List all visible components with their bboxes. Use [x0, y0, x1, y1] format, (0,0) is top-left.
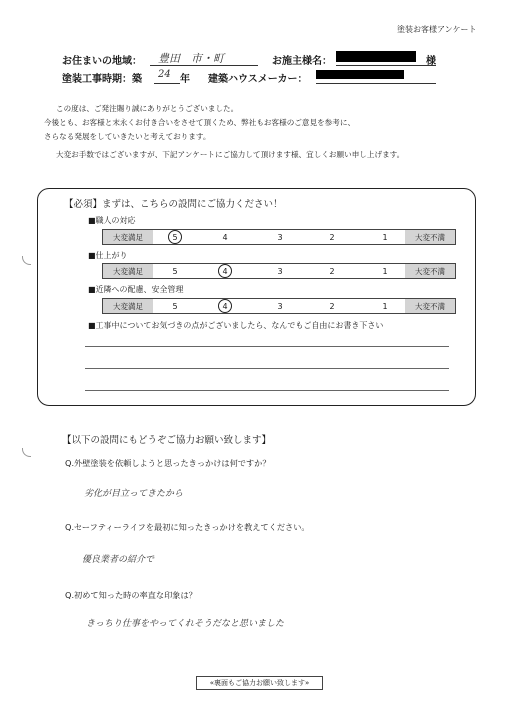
rating-option-2[interactable]: 2 [329, 266, 335, 276]
rating-option-1[interactable]: 1 [382, 266, 388, 276]
binding-mark [22, 256, 31, 265]
question-1: Q.外壁塗装を依頼しようと思ったきっかけは何ですか？ [65, 458, 271, 468]
rating-scale-3[interactable] [102, 298, 456, 314]
answer-2[interactable]: 優良業者の紹介で [82, 555, 155, 565]
comment-line[interactable] [85, 346, 449, 347]
rating-option-5[interactable]: 5 [172, 301, 178, 311]
footer-note: «裏面もご協力お願い致します» [196, 676, 323, 690]
age-unit: 年 [180, 74, 190, 85]
age-label: 塗装工事時期：築 [62, 74, 142, 85]
rating-option-3[interactable]: 3 [277, 266, 283, 276]
intro-line-3: さらなる発展をしていきたいと考えております。 [44, 132, 211, 141]
rating-option-1[interactable]: 1 [382, 301, 388, 311]
scale-left-label: 大変満足 [103, 230, 153, 244]
question-3: Q.初めて知った時の率直な印象は？ [65, 590, 197, 600]
survey-tag: 塗装お客様アンケート [397, 25, 477, 34]
extra-section-title: 【以下の設問にもどうぞご協力お願い致します】 [62, 435, 272, 446]
scale-right-label: 大変不満 [405, 264, 455, 278]
rating-option-3[interactable]: 3 [277, 301, 283, 311]
rating-question-label: ■近隣への配慮、安全管理 [88, 285, 184, 294]
area-field[interactable] [150, 52, 258, 66]
intro-line-2: 今後とも、お客様と末永くお付き合いをさせて頂くため、弊社もお客様のご意見を参考に、 [44, 118, 356, 127]
rating-option-1[interactable]: 1 [382, 232, 388, 242]
intro-line-1: この度は、ご発注賜り誠にありがとうございました。 [56, 104, 239, 113]
rating-option-4[interactable]: 4 [222, 266, 228, 276]
scale-right-label: 大変不満 [405, 299, 455, 313]
rating-option-4[interactable]: 4 [222, 301, 228, 311]
area-value: 豊田 市・町 [158, 52, 224, 65]
required-section-title: 【必須】まずは、こちらの設問にご協力ください！ [64, 199, 283, 210]
scale-left-label: 大変満足 [103, 264, 153, 278]
rating-scale-1[interactable] [102, 229, 456, 245]
rating-question-label: ■職人の対応 [88, 216, 136, 225]
rating-question-label: ■仕上がり [88, 251, 128, 260]
rating-option-2[interactable]: 2 [329, 232, 335, 242]
client-label: お施主様名： [272, 56, 332, 67]
scale-left-label: 大変満足 [103, 299, 153, 313]
rating-option-3[interactable]: 3 [277, 232, 283, 242]
rating-option-5[interactable]: 5 [172, 232, 178, 242]
question-2: Q.セーフティーライフを最初に知ったきっかけを教えてください。 [65, 522, 310, 532]
rating-option-2[interactable]: 2 [329, 301, 335, 311]
binding-mark [22, 448, 31, 457]
selected-rating-circle [218, 299, 232, 313]
client-redaction [336, 51, 416, 62]
selected-rating-circle [218, 264, 232, 278]
builder-field[interactable] [316, 70, 436, 84]
intro-line-4: 大変お手数ではございますが、下記アンケートにご協力して頂けます様、宜しくお願い申し上げます。 [56, 150, 405, 159]
builder-label: 建築ハウスメーカー： [208, 74, 308, 85]
client-suffix: 様 [426, 56, 436, 67]
selected-rating-circle [168, 230, 182, 244]
area-label: お住まいの地域： [62, 56, 142, 67]
rating-scale-2[interactable] [102, 263, 456, 279]
scale-right-label: 大変不満 [405, 230, 455, 244]
comment-line[interactable] [85, 390, 449, 391]
answer-3[interactable]: きっちり仕事をやってくれそうだなと思いました [86, 619, 285, 629]
comment-label: ■工事中についてお気づきの点がございましたら、なんでもご自由にお書き下さい [88, 321, 384, 330]
age-value: 24 [158, 69, 171, 80]
builder-redaction [316, 70, 404, 79]
client-field[interactable] [336, 52, 436, 66]
rating-option-5[interactable]: 5 [172, 266, 178, 276]
comment-line[interactable] [85, 368, 449, 369]
rating-option-4[interactable]: 4 [222, 232, 228, 242]
answer-1[interactable]: 劣化が目立ってきたから [84, 489, 184, 499]
age-field[interactable] [154, 70, 180, 84]
